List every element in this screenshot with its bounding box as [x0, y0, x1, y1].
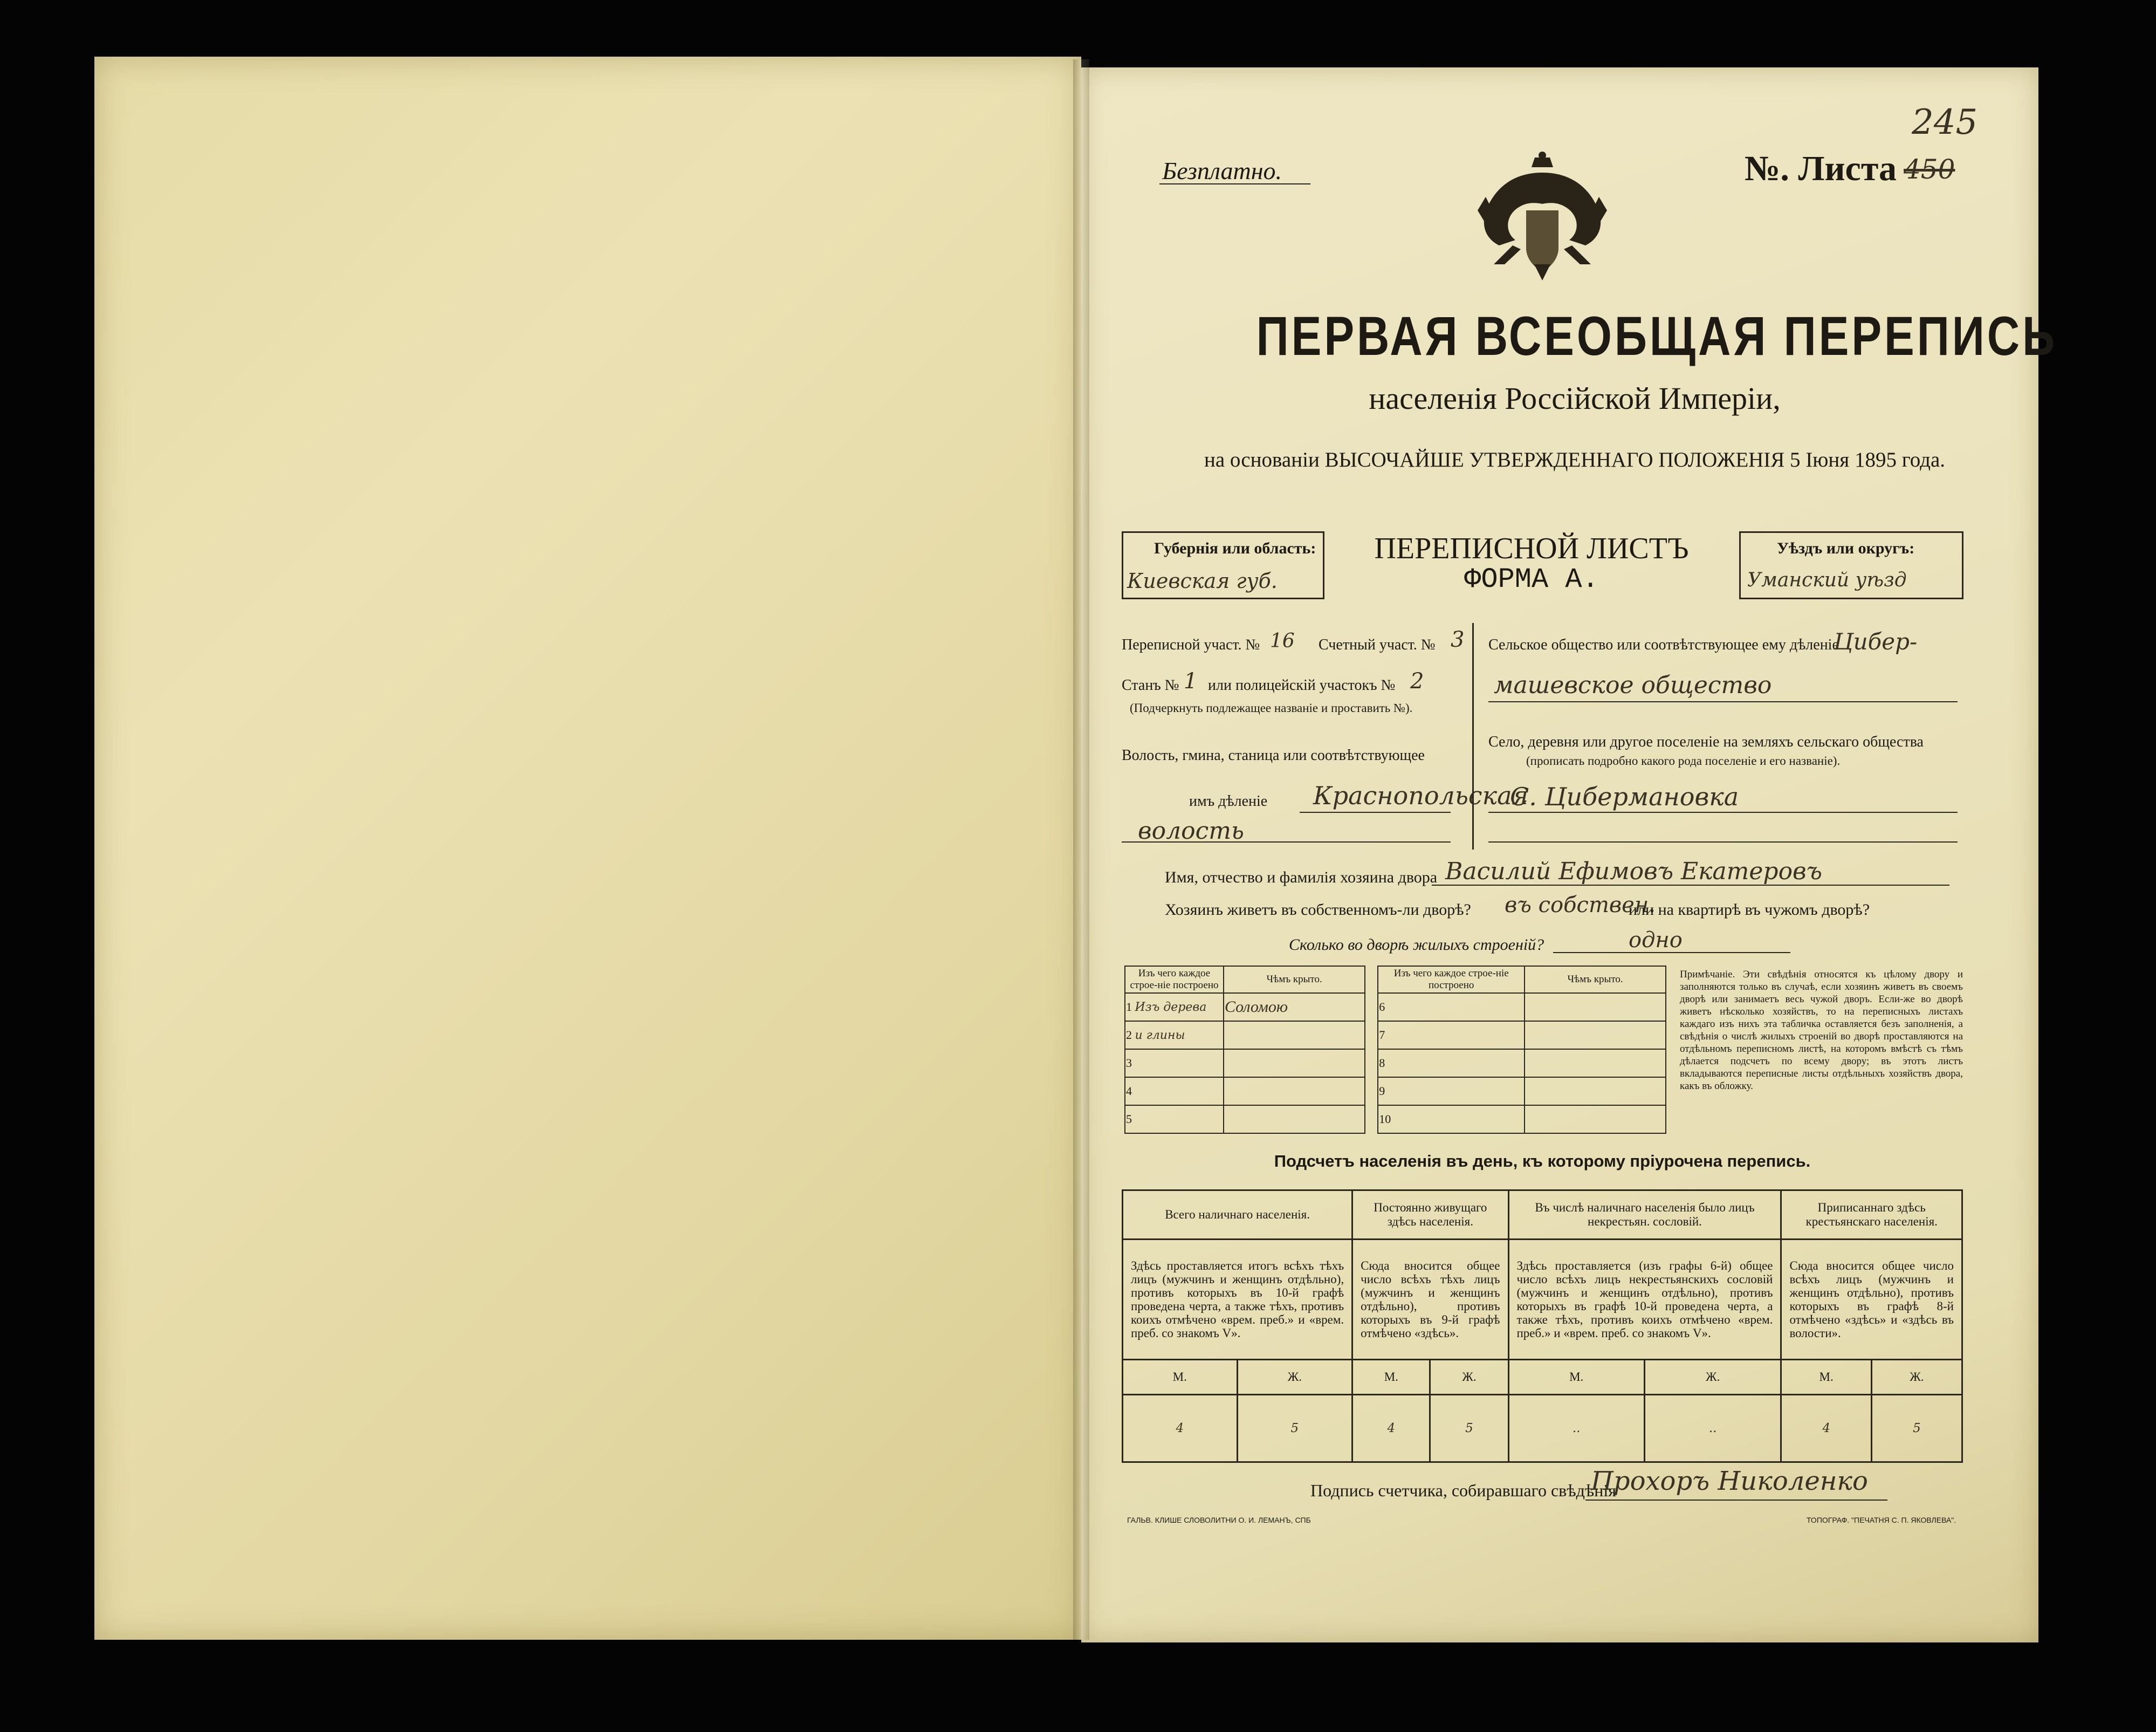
volost-label: Волость, гмина, станица или соотвѣтствующее	[1122, 747, 1425, 764]
form-title: ФОРМА А.	[1464, 564, 1599, 595]
village-value: С. Цибермановка	[1510, 782, 1739, 811]
count-value: 4	[1352, 1395, 1430, 1462]
volost-value-2: волость	[1138, 817, 1244, 845]
underline-note: (Подчеркнуть подлежащее названіе и проставить №).	[1130, 701, 1413, 715]
table-row: 5 10	[1125, 1105, 1666, 1133]
count-value: 5	[1871, 1395, 1962, 1462]
divider	[1472, 623, 1474, 850]
police-section-value: 2	[1410, 669, 1424, 694]
male-label: М.	[1123, 1360, 1238, 1395]
volost-value: Краснопольская	[1313, 781, 1528, 810]
col-desc: Здѣсь проставляется (изъ графы 6-й) общее число всѣхъ лицъ некрестьянскихъ сословій (мужчинъ и женщинъ отдѣльно), противъ которыхъ въ графѣ 10-й проведена черта, а также тѣхъ, противъ коихъ отмѣчено «врем. преб.» и «врем. преб. со знакомъ V».	[1508, 1240, 1781, 1360]
col-registered-peasant: Приписаннаго здѣсь крестьянскаго населенія.	[1781, 1190, 1962, 1240]
document-title: ПЕРВАЯ ВСЕОБЩАЯ ПЕРЕПИСЬ	[1256, 305, 2058, 367]
col-non-peasant: Въ числѣ наличнаго населенія было лицъ некрестьян. сословій.	[1508, 1190, 1781, 1240]
counting-section-label: Счетный участ. №	[1319, 636, 1436, 653]
count-value: 5	[1237, 1395, 1352, 1462]
count-value: 4	[1781, 1395, 1871, 1462]
village-note: (прописать подробно какого рода поселеніе и его названіе).	[1526, 754, 1841, 768]
table-row: 1 Изъ дерева Соломою 6	[1125, 993, 1666, 1021]
female-label: Ж.	[1237, 1360, 1352, 1395]
table-row: 4 9	[1125, 1077, 1666, 1105]
buildings-table	[1124, 966, 1666, 1134]
stan-value: 1	[1184, 669, 1198, 694]
female-label: Ж.	[1871, 1360, 1962, 1395]
buildings-count-value: одно	[1629, 928, 1683, 953]
count-value: 5	[1430, 1395, 1508, 1462]
count-value: ..	[1644, 1395, 1781, 1462]
police-section-label: или полицейскій участокъ №	[1208, 677, 1396, 694]
society-value-2: машевское общество	[1494, 672, 1772, 699]
counting-section-value: 3	[1451, 627, 1465, 652]
buildings-col-roof-2: Чѣмъ крыто.	[1525, 966, 1666, 993]
village-label: Село, деревня или другое поселеніе на земляхъ сельскаго общества	[1488, 734, 1924, 750]
page-fold	[1073, 59, 1089, 1640]
sheet-title: ПЕРЕПИСНОЙ ЛИСТЪ	[1374, 532, 1689, 565]
col-desc: Здѣсь проставляется итогъ всѣхъ тѣхъ лицъ (мужчинъ и женщинъ отдѣльно), противъ которыхъ въ 10-й графѣ проведена черта, а также тѣхъ, противъ коихъ отмѣчено «врем. преб.» и «врем. преб. со знакомъ V».	[1123, 1240, 1352, 1360]
col-desc: Сюда вносится общее число всѣхъ лицъ (мужчинъ и женщинъ отдѣльно), противъ которыхъ въ графѣ 8-й отмѣчено «здѣсь» и «здѣсь въ волости».	[1781, 1240, 1962, 1360]
count-value: 4	[1123, 1395, 1238, 1462]
col-desc: Сюда вносится общее число всѣхъ тѣхъ лицъ (мужчинъ и женщинъ отдѣльно), противъ которыхъ въ 9-й графѣ отмѣчено «здѣсь».	[1352, 1240, 1508, 1360]
building-roof: Соломою	[1224, 993, 1365, 1021]
male-label: М.	[1781, 1360, 1871, 1395]
left-printer-credit: ГАЛЬВ. КЛИШЕ СЛОВОЛИТНИ О. И. ЛЕМАНЪ, СПБ	[1127, 1516, 1311, 1524]
legal-basis: на основаніи ВЫСОЧАЙШЕ УТВЕРЖДЕННАГО ПОЛОЖЕНІЯ 5 Іюня 1895 года.	[1204, 448, 1946, 471]
uezd-value: Уманский уѣзд	[1747, 569, 1907, 591]
census-section-value: 16	[1270, 630, 1295, 652]
signature-label: Подпись счетчика, собиравшаго свѣдѣнія	[1310, 1481, 1617, 1500]
stan-label: Станъ №	[1122, 677, 1179, 694]
sheet-number-value: 450	[1904, 154, 1955, 185]
document-subtitle: населенія Россійской Имперіи,	[1369, 381, 1781, 416]
col-total-present: Всего наличнаго населенія.	[1123, 1190, 1352, 1240]
buildings-count-label: Сколько во дворѣ жилыхъ строеній?	[1289, 936, 1544, 954]
male-label: М.	[1508, 1360, 1644, 1395]
signature-value: Прохоръ Николенко	[1591, 1466, 1868, 1496]
col-permanent: Постоянно живущаго здѣсь населенія.	[1352, 1190, 1508, 1240]
owner-lives-label-2: или на квартирѣ въ чужомъ дворѣ?	[1629, 901, 1870, 919]
building-material: Изъ дерева	[1135, 1001, 1207, 1014]
female-label: Ж.	[1644, 1360, 1781, 1395]
guberniya-value: Киевская губ.	[1127, 569, 1278, 593]
owner-lives-label: Хозяинъ живетъ въ собственномъ-ли дворѣ?	[1165, 901, 1471, 919]
left-blank-page	[94, 57, 1081, 1640]
free-label: Безплатно.	[1162, 157, 1282, 184]
uezd-label: Уѣздъ или округъ:	[1777, 539, 1915, 557]
female-label: Ж.	[1430, 1360, 1508, 1395]
owner-name-value: Василий Ефимовъ Екатеровъ	[1445, 858, 1822, 885]
imperial-eagle-emblem	[1467, 151, 1618, 283]
buildings-note: Примѣчаніе. Эти свѣдѣнія относятся къ цѣлому двору и заполняются только въ случаѣ, если хозяинъ живетъ въ своемъ дворѣ или занимаетъ весь чужой дворъ. Если-же во дворѣ живетъ нѣсколько хозяйствъ, то на переписныхъ листахъ каждаго изъ нихъ эта табличка оставляется безъ заполненія, а свѣдѣнія о числѣ жилыхъ строеній во дворѣ проставляются на отдѣльномъ переписномъ листѣ, на которомъ вмѣстѣ съ тѣмъ дѣлается подсчетъ по всему двору; въ этотъ листъ вкладываются переписные листы отдѣльныхъ хозяйствъ двора, какъ въ обложку.	[1680, 969, 1963, 1092]
table-row: 3 8	[1125, 1049, 1666, 1077]
volost-label-2: имъ дѣленіе	[1189, 793, 1268, 810]
buildings-col-material: Изъ чего каждое строе-ніе построено	[1125, 966, 1224, 993]
count-value: ..	[1508, 1395, 1644, 1462]
population-heading: Подсчетъ населенія въ день, къ которому пріурочена перепись.	[1274, 1152, 1811, 1170]
buildings-col-roof: Чѣмъ крыто.	[1224, 966, 1365, 993]
archive-number: 245	[1912, 102, 1978, 142]
owner-lives-value: въ собствен.	[1505, 893, 1656, 918]
society-value: Цибер-	[1834, 628, 1918, 655]
male-label: М.	[1352, 1360, 1430, 1395]
sheet-number-label: №. Листа	[1745, 149, 1897, 188]
guberniya-label: Губернія или область:	[1154, 539, 1316, 557]
owner-name-label: Имя, отчество и фамилія хозяина двора	[1165, 868, 1438, 886]
right-printer-credit: ТОПОГРАФ. "ПЕЧАТНЯ С. П. ЯКОВЛЕВА".	[1807, 1516, 1956, 1524]
population-table	[1122, 1189, 1963, 1463]
building-material: и глины	[1135, 1029, 1185, 1042]
society-label: Сельское общество или соотвѣтствующее ему дѣленіе	[1488, 636, 1839, 653]
census-section-label: Переписной участ. №	[1122, 636, 1260, 653]
buildings-col-material-2: Изъ чего каждое строе-ніе построено	[1378, 966, 1525, 993]
table-row: 2 и глины 7	[1125, 1021, 1666, 1049]
